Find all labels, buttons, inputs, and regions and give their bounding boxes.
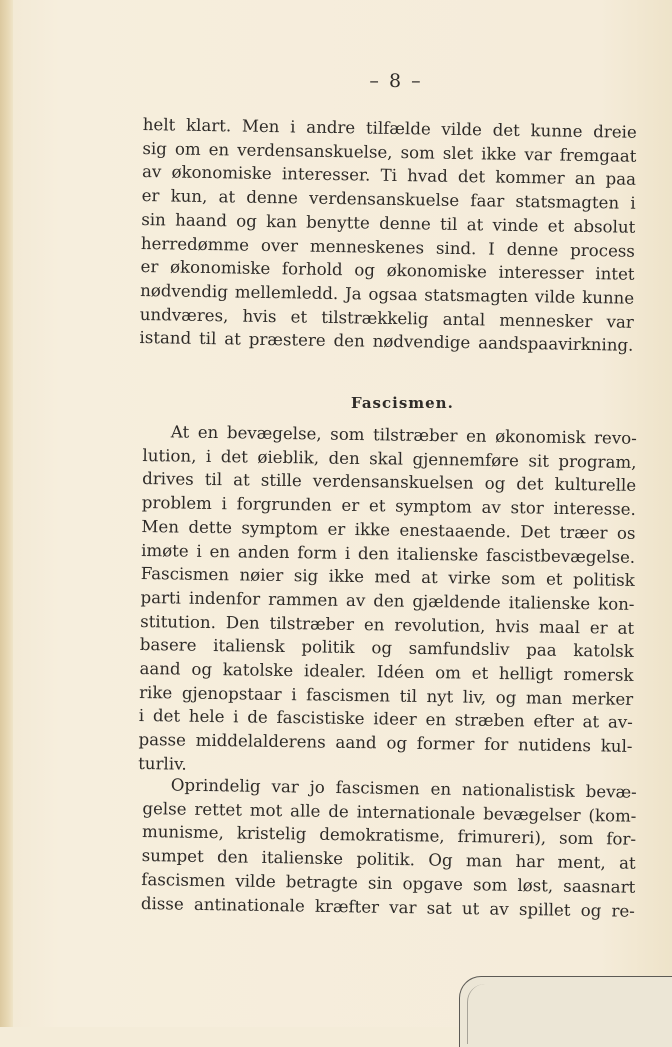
page-number: – 8 – [369, 70, 423, 92]
paragraph-1 [139, 113, 637, 358]
text-line: aand og katolske idealer. Idéen om et helligt romersk [139, 659, 634, 685]
text-line: turliv. [138, 753, 187, 774]
text-line: problem i forgrunden er et symptom av stor interesse. [141, 493, 636, 519]
page-corner-inner-line [467, 984, 672, 1044]
text-line: parti indenfor rammen av den gjældende italienske kon- [140, 587, 635, 614]
text-line: rike gjenopstaar i fascismen til nyt liv, og man merker [139, 682, 634, 709]
text-line: helt klart. Men i andre tilfælde vilde det kunne dreie [142, 114, 637, 142]
section-heading: Fascismen. [351, 394, 454, 412]
text-line: passe middelalderens aand og former for nutidens kul- [138, 730, 633, 757]
text-line: istand til at præstere den nødvendige aandspaavirkning. [139, 328, 634, 356]
text-line: gelse rettet mot alle de internationale bevægelser (kom- [142, 798, 637, 826]
text-line: sig om en verdensanskuelse, som slet ikke var fremgaat [142, 138, 637, 166]
text-line: lution, i det øieblik, den skal gjennemføre sit program, [142, 445, 637, 472]
text-line: er kun, at denne verdensanskuelse faar statsmagten i [141, 186, 636, 213]
text-line: basere italiensk politik og samfundsliv paa katolsk [139, 635, 634, 662]
text-line: sin haand og kan benytte denne til at vinde et absolut [141, 209, 636, 237]
text-line: er økonomiske forhold og økonomiske interesser intet [140, 257, 635, 284]
text-line: drives til at stille verdensanskuelsen og det kulturelle [142, 469, 637, 496]
text-line: Fascismen nøier sig ikke med at virke som et politisk [140, 564, 635, 591]
text-line: av økonomiske interesser. Ti hvad det kommer an paa [141, 162, 637, 190]
text-line: undværes, hvis et tilstrækkelig antal mennesker var [139, 304, 634, 332]
text-line: herredømme over menneskenes sind. I denne process [140, 233, 636, 261]
text-line: Oprindelig var jo fascismen en nationalistisk bevæ- [170, 775, 637, 802]
page-binding-edge [0, 0, 13, 1027]
text-line: Men dette symptom er ikke enestaaende. Det træer os [141, 516, 636, 543]
text-line: i det hele i de fascistiske ideer en stræben efter at av- [138, 706, 633, 733]
text-line: stitution. Den tilstræber en revolution, hvis maal er at [140, 611, 635, 638]
text-line: At en bevægelse, som tilstræber en økonomisk revo- [170, 422, 637, 448]
text-line: imøte i en anden form i den italienske fascistbevægelse. [141, 540, 636, 567]
text-line: disse antinationale kræfter var sat ut av spillet og re- [140, 893, 636, 921]
text-line: fascismen vilde betragte sin opgave som løst, saasnart [141, 869, 636, 897]
text-line: nødvendig mellemledd. Ja ogsaa statsmagten vilde kunne [140, 280, 635, 308]
paragraph-2 [138, 420, 637, 782]
text-line: sumpet den italienske politik. Og man har ment, at [141, 846, 636, 873]
text-line: munisme, kristelig demokratisme, frimureri), som for- [141, 822, 637, 850]
paragraph-3 [141, 773, 637, 923]
